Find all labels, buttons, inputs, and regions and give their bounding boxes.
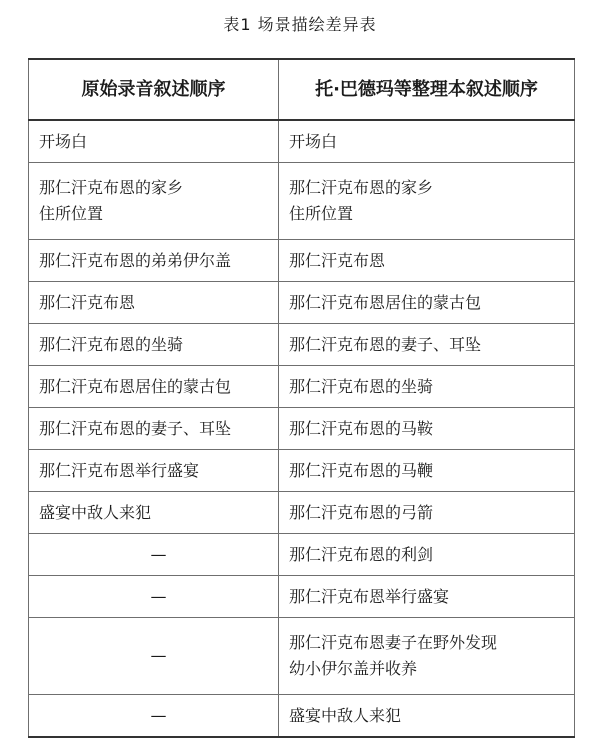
cell-original-order xyxy=(29,576,279,618)
cell-text-line: 那仁汗克布恩的坐骑 xyxy=(289,376,434,396)
cell-text-line: 住所位置 xyxy=(289,204,354,223)
cell-edited-order xyxy=(279,282,575,324)
cell-edited-order xyxy=(279,618,575,695)
cell-edited-order xyxy=(279,576,575,618)
cell-original-order xyxy=(29,324,279,366)
cell-original-order xyxy=(29,450,279,492)
cell-edited-order xyxy=(279,366,575,408)
cell-text-line: 那仁汗克布恩的利剑 xyxy=(289,544,434,564)
cell-text-line: 那仁汗克布恩的弓箭 xyxy=(289,502,434,522)
table-row xyxy=(29,408,575,450)
comparison-table xyxy=(28,58,575,738)
table-row xyxy=(29,240,575,282)
cell-original-order xyxy=(29,618,279,695)
cell-text-line: 那仁汗克布恩居住的蒙古包 xyxy=(39,376,232,396)
cell-edited-order xyxy=(279,240,575,282)
cell-edited-order xyxy=(279,695,575,738)
cell-text-line: — xyxy=(150,705,167,725)
cell-edited-order xyxy=(279,163,575,240)
cell-edited-order xyxy=(279,450,575,492)
cell-text-line: 那仁汗克布恩 xyxy=(39,292,136,312)
cell-original-order xyxy=(29,695,279,738)
cell-text-line: 那仁汗克布恩的家乡 xyxy=(39,178,184,197)
cell-text-line: 那仁汗克布恩居住的蒙古包 xyxy=(289,292,482,312)
table-header-row xyxy=(29,59,575,120)
cell-edited-order xyxy=(279,324,575,366)
cell-original-order xyxy=(29,282,279,324)
cell-original-order xyxy=(29,534,279,576)
cell-text-line: 那仁汗克布恩的妻子、耳坠 xyxy=(289,334,482,354)
table-row xyxy=(29,618,575,695)
cell-text-line: 那仁汗克布恩的妻子、耳坠 xyxy=(39,418,232,438)
cell-text-line: — xyxy=(150,646,167,665)
cell-edited-order xyxy=(279,120,575,163)
table-caption: 表1 场景描绘差异表 xyxy=(223,15,377,34)
cell-original-order xyxy=(29,366,279,408)
table-row xyxy=(29,324,575,366)
table-row xyxy=(29,450,575,492)
cell-edited-order xyxy=(279,492,575,534)
cell-text-line: 盛宴中敌人来犯 xyxy=(289,705,402,725)
cell-original-order xyxy=(29,163,279,240)
cell-text-line: — xyxy=(150,544,167,564)
cell-text-line: — xyxy=(150,586,167,606)
column-header-original: 原始录音叙述顺序 xyxy=(29,59,279,120)
cell-text-line: 开场白 xyxy=(289,131,338,151)
cell-edited-order xyxy=(279,408,575,450)
table-body xyxy=(29,120,575,737)
cell-text-line: 幼小伊尔盖并收养 xyxy=(289,659,418,678)
cell-text-line: 那仁汗克布恩的马鞭 xyxy=(289,460,434,480)
cell-text-line: 那仁汗克布恩举行盛宴 xyxy=(289,586,450,606)
cell-text-line: 盛宴中敌人来犯 xyxy=(39,502,152,522)
cell-text-line: 那仁汗克布恩妻子在野外发现 xyxy=(289,633,498,652)
table-row xyxy=(29,120,575,163)
cell-text-line: 那仁汗克布恩的弟弟伊尔盖 xyxy=(39,250,232,270)
table-row xyxy=(29,492,575,534)
cell-text-line: 那仁汗克布恩 xyxy=(289,250,386,270)
cell-text-line: 那仁汗克布恩举行盛宴 xyxy=(39,460,200,480)
table-row xyxy=(29,366,575,408)
column-header-edited: 托·巴德玛等整理本叙述顺序 xyxy=(279,59,575,120)
cell-text-line: 住所位置 xyxy=(39,204,104,223)
cell-original-order xyxy=(29,120,279,163)
cell-text-line: 开场白 xyxy=(39,131,88,151)
cell-edited-order xyxy=(279,534,575,576)
table-row xyxy=(29,695,575,738)
table-row xyxy=(29,534,575,576)
table-row xyxy=(29,163,575,240)
table-row xyxy=(29,576,575,618)
cell-text-line: 那仁汗克布恩的家乡 xyxy=(289,178,434,197)
cell-text-line: 那仁汗克布恩的马鞍 xyxy=(289,418,434,438)
cell-original-order xyxy=(29,492,279,534)
table-row xyxy=(29,282,575,324)
cell-original-order xyxy=(29,408,279,450)
cell-text-line: 那仁汗克布恩的坐骑 xyxy=(39,334,184,354)
cell-original-order xyxy=(29,240,279,282)
